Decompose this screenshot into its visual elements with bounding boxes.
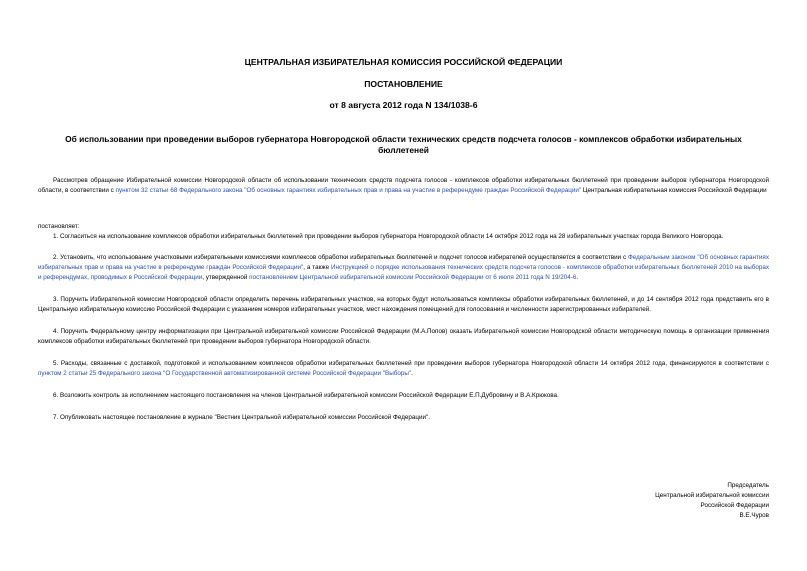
signatory-org-country: Российской Федерации [700,502,769,509]
clause-2-text-2: , а также [303,264,331,271]
law-link-art68[interactable]: пунктом 32 статьи 68 Федерального закона "Об основных гарантиях избирательных прав и права на участие в референдуме граждан Российской Федерации" [115,187,582,194]
signature-block [655,481,769,521]
instruction-link[interactable]: Инструкцией о порядке использования технических средств подсчета голосов - комплексов обработки избирательных бюллетеней 2010 на выборах и референдумах, проводимых в Российской Федерации [38,264,769,281]
document-date-number: от 8 августа 2012 года N 134/1038-6 [329,100,478,110]
gas-vybory-law-link[interactable]: пунктом 2 статьи 25 Федерального закона "О Государственной автоматизированной системе Российской Федерации "Выборы" [38,370,412,377]
clause-2-text-1: 2. Установить, что использование участковыми избирательными комиссиями комплексов обработки избирательных бюллетеней и подсчет голосов избирателей осуществляется в соответствии с [53,254,628,261]
clause-2-text-3: , утвержденной [202,274,250,281]
clause-2-text-4: . [576,274,579,281]
clause-1: 1. Согласиться на использование комплексов обработки избирательных бюллетеней при проведении выборов губернатора Новгородской области 14 октября 2012 года на 28 избирательных участках города Великого Новгорода. [53,233,724,240]
document-type: ПОСТАНОВЛЕНИЕ [364,79,443,89]
cec-resolution-link[interactable]: постановлением Центральной избирательной комиссии Российской Федерации от 6 июля 2011 года N 19/204-6 [249,274,577,281]
clause-4: 4. Поручить Федеральному центру информатизации при Центральной избирательной комиссии Российской Федерации (М.А.Попов) оказать Избирательной комиссии Новгородской области методическую помощь в организации применения комплексов обработки избирательных бюллетеней при проведении выборов губернатора Новгородской области. [38,328,769,345]
signatory-name: В.Е.Чуров [739,512,769,519]
federal-law-link[interactable]: Федеральным законом "Об основных гарантиях избирательных прав и права на участие в референдуме граждан Российской Федерации" [38,254,769,271]
issuer-heading: ЦЕНТРАЛЬНАЯ ИЗБИРАТЕЛЬНАЯ КОМИССИЯ РОССИЙСКОЙ ФЕДЕРАЦИИ [244,57,563,67]
clause-3: 3. Поручить Избирательной комиссии Новгородской области определить перечень избирательных участков, на которых будут использоваться комплексы обработки избирательных бюллетеней, и до 14 сентября 2012 года представить его в Центральную избирательную комиссию Российской Федерации с указанием номеров избирательных участков, мест нахождения помещений для голосования и численности зарегистрированных избирателей. [38,296,769,313]
decides-label: постановляет: [38,223,80,230]
signatory-position: Председатель [727,482,769,489]
preamble-text-1: Рассмотрев обращение Избирательной комиссии Новгородской области об использовании технических средств подсчета голосов - комплексов обработки избирательных бюллетеней при проведении выборов губернатора Новгородской области, в соответствии с [38,177,769,194]
preamble-paragraph [38,176,769,196]
clause-7: 7. Опубликовать настоящее постановление в журнале "Вестник Центральной избирательной комиссии Российской Федерации". [53,414,431,421]
clause-2 [38,253,769,283]
clause-5 [38,359,769,379]
clause-6: 6. Возложить контроль за исполнением настоящего постановления на членов Центральной избирательной комиссии Российской Федерации Е.П.Дубровину и В.А.Крюкова. [53,392,559,399]
document-title: Об использовании при проведении выборов губернатора Новгородской области технических средств подсчета голосов - комплексов обработки избирательных бюллетеней [65,134,742,155]
signatory-org: Центральной избирательной комиссии [655,492,769,499]
clause-5-text-2: . [411,370,413,377]
preamble-text-2: Центральная избирательная комиссия Российской Федерации [581,187,767,194]
clause-5-text-1: 5. Расходы, связанные с доставкой, подготовкой и использованием комплексов обработки избирательных бюллетеней при проведении выборов губернатора Новгородской области 14 октября 2012 года, финансируются в соответствии с [53,360,769,367]
